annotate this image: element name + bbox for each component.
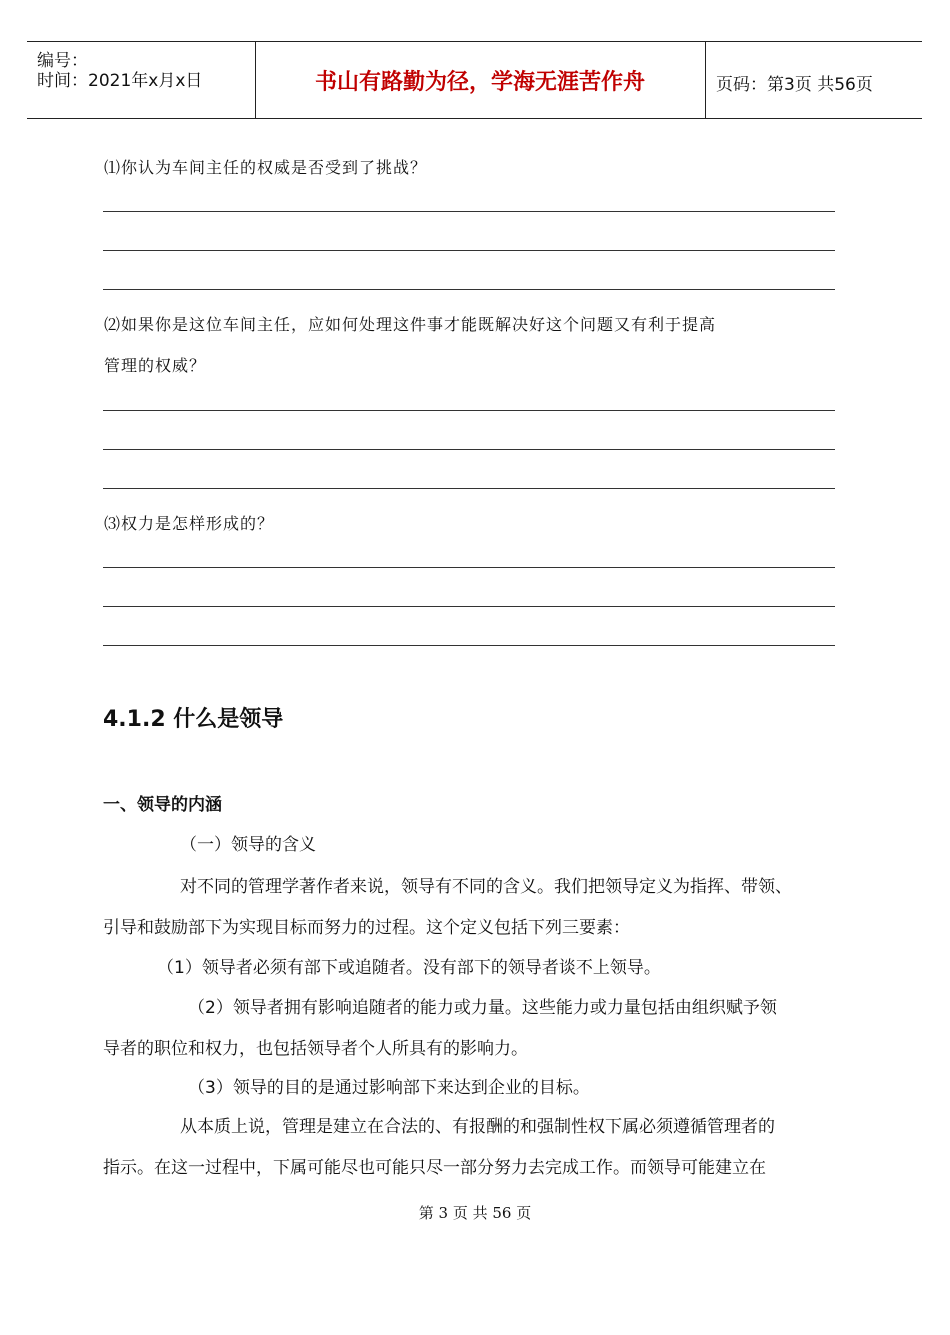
answer-line[interactable] — [103, 449, 835, 450]
header-page-cell — [706, 42, 922, 118]
question-2-continued: 管理的权威？ — [104, 356, 207, 375]
paragraph-line: （1）领导者必须有部下或追随者。没有部下的领导者谈不上领导。 — [157, 958, 661, 978]
answer-line[interactable] — [103, 488, 835, 489]
page-footer: 第 3 页 共 56 页 — [418, 1204, 532, 1222]
header-motto-cell — [255, 42, 706, 118]
subsection-heading: 一、领导的内涵 — [103, 795, 222, 815]
question-1: ⑴你认为车间主任的权威是否受到了挑战？ — [104, 158, 428, 177]
answer-line[interactable] — [103, 410, 835, 411]
paragraph-line: 对不同的管理学著作者来说，领导有不同的含义。我们把领导定义为指挥、带领、 — [180, 877, 792, 897]
paragraph-line: （2）领导者拥有影响追随者的能力或力量。这些能力或力量包括由组织赋予领 — [188, 998, 777, 1018]
document-number-label: 编号： — [37, 51, 88, 71]
header-meta-cell — [27, 42, 256, 118]
paragraph-heading: （一）领导的含义 — [180, 835, 316, 855]
section-heading: 4.1.2 什么是领导 — [103, 707, 284, 732]
answer-line[interactable] — [103, 211, 835, 212]
answer-line[interactable] — [103, 645, 835, 646]
paragraph-line: 从本质上说，管理是建立在合法的、有报酬的和强制性权下属必须遵循管理者的 — [180, 1117, 775, 1137]
paragraph-line: 导者的职位和权力，也包括领导者个人所具有的影响力。 — [103, 1039, 528, 1059]
question-2: ⑵如果你是这位车间主任，应如何处理这件事才能既解决好这个问题又有利于提高 — [104, 315, 717, 334]
paragraph-line: （3）领导的目的是通过影响部下来达到企业的目标。 — [188, 1078, 590, 1098]
answer-line[interactable] — [103, 567, 835, 568]
answer-line[interactable] — [103, 250, 835, 251]
answer-line[interactable] — [103, 606, 835, 607]
header-page-info: 页码：第3页 共56页 — [716, 75, 873, 95]
answer-line[interactable] — [103, 289, 835, 290]
document-time-label: 时间：2021年x月x日 — [37, 71, 203, 91]
question-3: ⑶权力是怎样形成的？ — [104, 514, 275, 533]
paragraph-line: 指示。在这一过程中，下属可能尽也可能只尽一部分努力去完成工作。而领导可能建立在 — [103, 1158, 766, 1178]
header-motto: 书山有路勤为径，学海无涯苦作舟 — [314, 70, 645, 95]
document-header — [27, 41, 922, 119]
paragraph-line: 引导和鼓励部下为实现目标而努力的过程。这个定义包括下列三要素： — [103, 918, 630, 938]
